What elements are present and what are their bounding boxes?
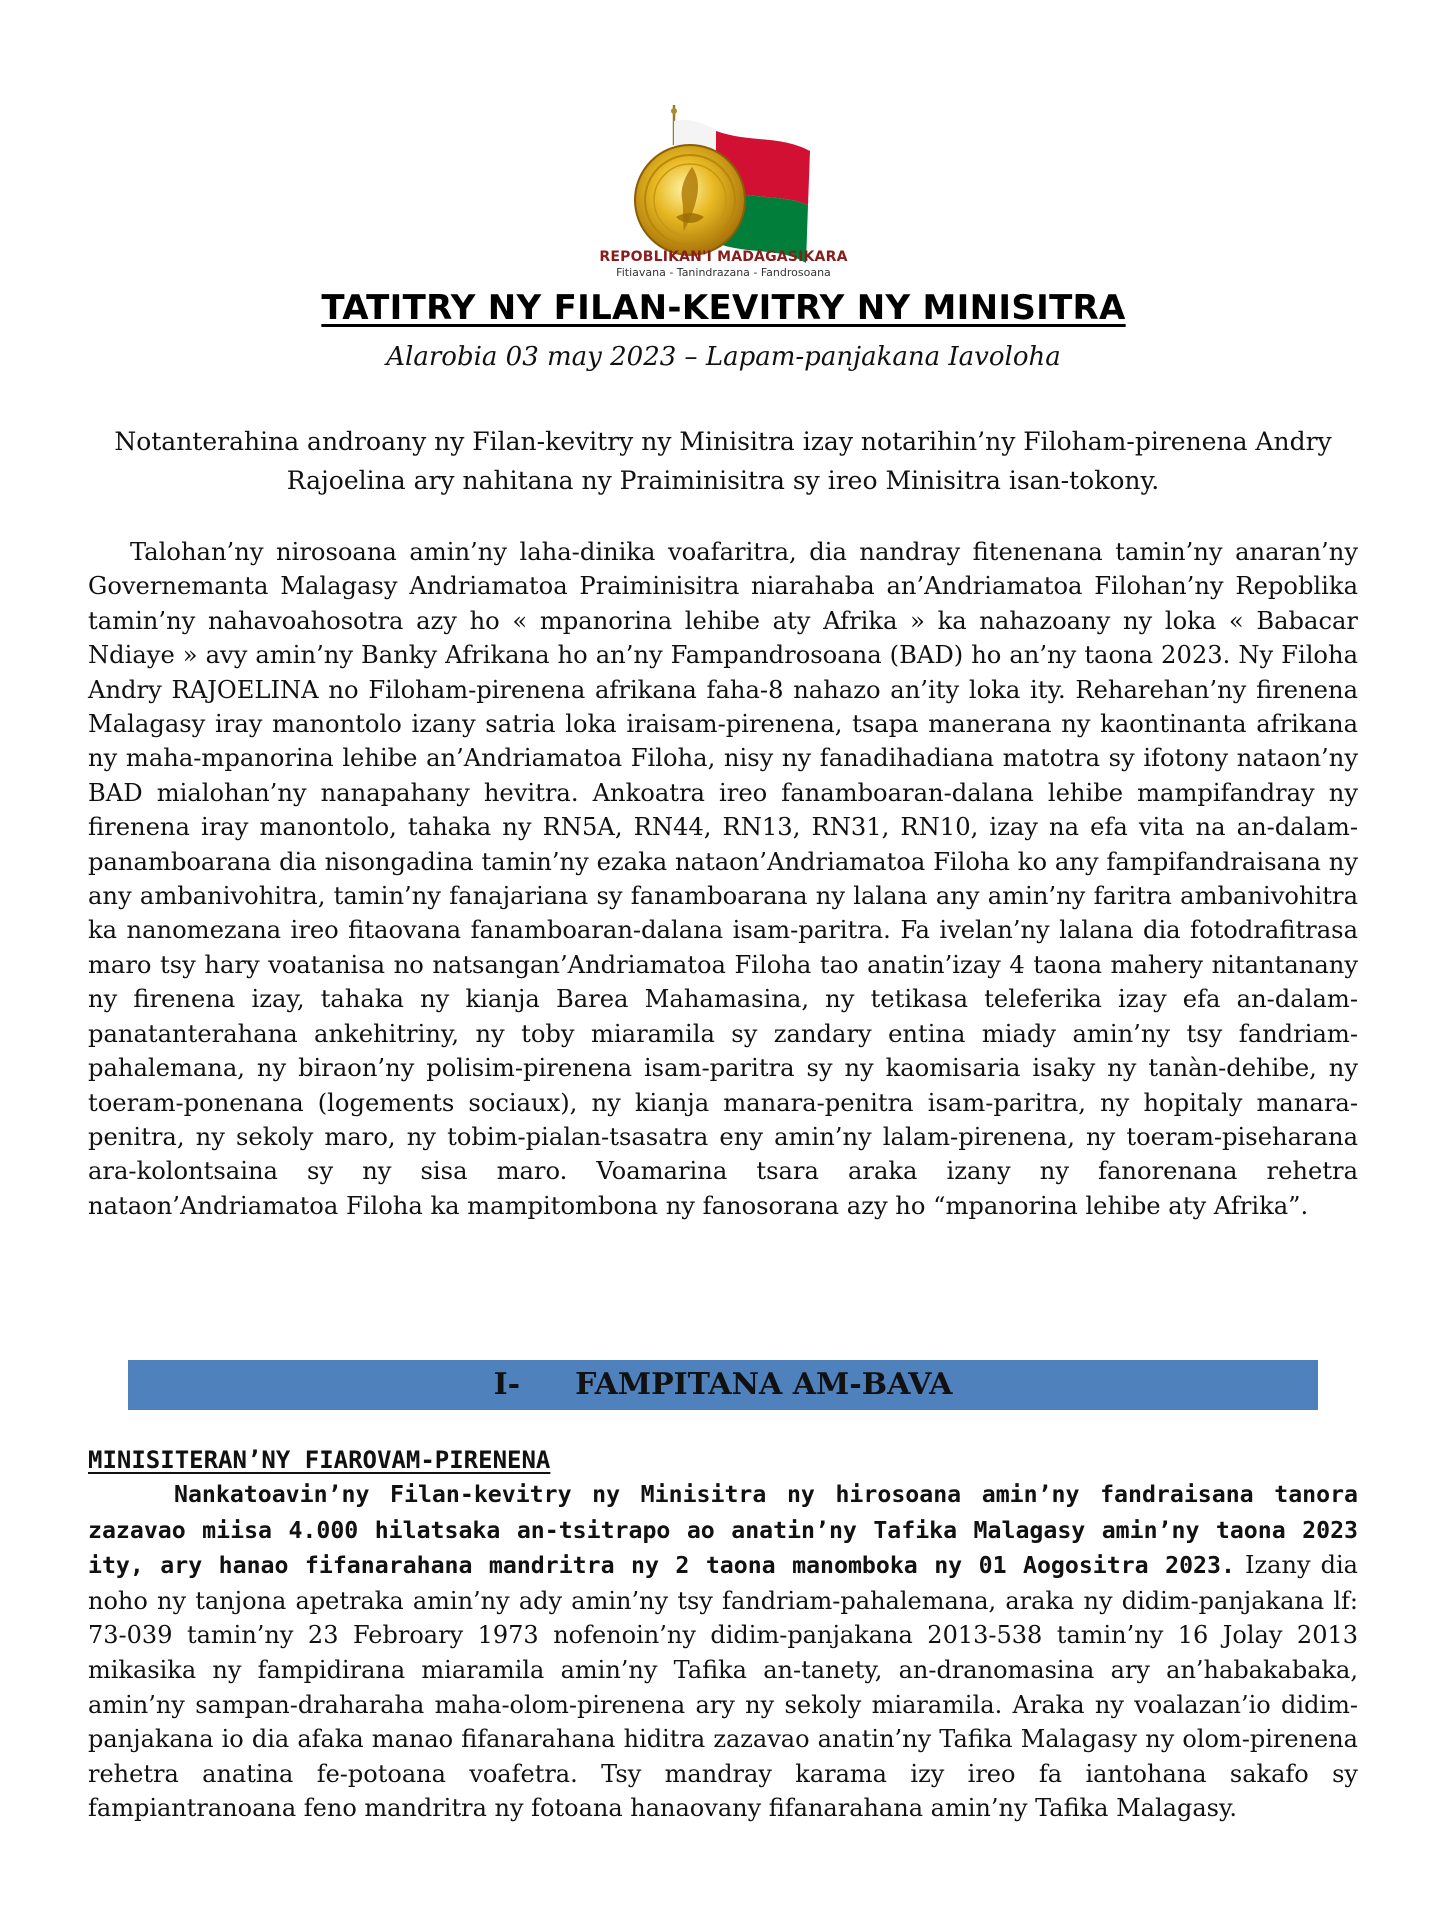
section-heading-bar <box>128 1360 1318 1410</box>
body-paragraph-2 <box>88 1477 1358 1826</box>
republic-motto: Fitiavana - Tanindrazana - Fandrosoana <box>616 266 831 279</box>
paragraph-1-text: Talohan’ny nirosoana amin’ny laha-dinika voafaritra, dia nandray fitenenana tamin’ny anaran’ny Governemanta Malagasy Andriamatoa Praiminisitra niarahaba an’Andriamatoa Filohan’ny Repoblika tamin’ny nahavoahosotra azy ho « mpanorina lehibe aty Afrika » ka nahazoany ny loka « Babacar Ndiaye » avy amin’ny Banky Afrikana ho an’ny Fampandrosoana (BAD) ho an’ny taona 2023. Ny Filoha Andry RAJOELINA no Filoham-pirenena afrikana faha-8 nahazo an’ity loka ity. Reharehan’ny firenena Malagasy iray manontolo izany satria loka iraisam-pirenena, tsapa manerana ny kaontinanta afrikana ny maha-mpanorina lehibe an’Andriamatoa Filoha, nisy ny fanadihadiana matotra sy ifotony nataon’ny BAD mialohan’ny nanapahany hevitra. Ankoatra ireo fanamboaran-dalana lehibe mampifandray ny firenena iray manontolo, tahaka ny RN5A, RN44, RN13, RN31, RN10, izay na efa vita na an-dalam-panamboarana dia nisongadina tamin’ny ezaka nataon’Andriamatoa Filoha ko any fampifandraisana ny any ambanivohitra, tamin’ny fanajariana sy fanamboarana ny lalana any amin’ny faritra ambanivohitra ka nanomezana ireo fitaovana fanamboaran-dalana isam-paritra. Fa ivelan’ny lalana dia fotodrafitrasa maro tsy hary voatanisa no natsangan’Andriamatoa Filoha tao anatin’izay 4 taona mahery nitantanany ny firenena izay, tahaka ny kianja Barea Mahamasina, ny tetikasa teleferika izay efa an-dalam-panatanterahana ankehitriny, ny toby miaramila sy zandary entina miady amin’ny tsy fandriam-pahalemana, ny biraon’ny polisim-pirenena isam-paritra sy ny kaomisaria isaky ny tanàn-dehibe, ny toeram-ponenana (logements sociaux), ny kianja manara-penitra isam-paritra, ny hopitaly manara-penitra, ny sekoly maro, ny tobim-pialan-tsasatra eny amin’ny lalam-pirenena, ny toeram-piseharana ara-kolontsaina sy ny sisa maro. Voamarina tsara araka izany ny fanorenana rehetra nataon’Andriamatoa Filoha ka mampitombona ny fanosorana azy ho “mpanorina lehibe aty Afrika”. <box>88 538 1358 1220</box>
section-title: FAMPITANA AM-BAVA <box>575 1367 953 1402</box>
ministry-heading: MINISITERAN’NY FIAROVAM-PIRENENA <box>88 1446 551 1474</box>
page-title: TATITRY NY FILAN-KEVITRY NY MINISITRA <box>321 288 1126 328</box>
intro-paragraph: Notanterahina androany ny Filan-kevitry ny Minisitra izay notarihin’ny Filoham-pirenena Andry Rajoelina ary nahitana ny Praiminisitra sy ireo Minisitra isan-tokony. <box>114 427 1332 495</box>
republic-name: REPOBLIKAN'I MADAGASIKARA <box>599 249 848 265</box>
body-paragraph-1 <box>88 535 1358 1223</box>
paragraph-2-bold-text: Nankatoavin’ny Filan-kevitry ny Minisitra ny hirosoana amin’ny fandraisana tanora zazavao miisa 4.000 hilatsaka an-tsitrapo ao anatin’ny Tafika Malagasy amin’ny taona 2023 ity, ary hanao fifanarahana mandritra ny 2 taona manomboka ny 01 Aogositra 2023. <box>88 1481 1358 1580</box>
date-line: Alarobia 03 may 2023 – Lapam-panjakana Iavoloha <box>386 342 1061 372</box>
paragraph-2-text: Izany dia noho ny tanjona apetraka amin’ny ady amin’ny tsy fandriam-pahalemana, araka ny didim-panjakana lf: 73-039 tamin’ny 23 Febroary 1973 nofenoin’ny didim-panjakana 2013-538 tamin’ny 16 Jolay 2013 mikasika ny fampidirana miaramila amin’ny Tafika an-tanety, an-dranomasina ary an’habakabaka, amin’ny sampan-draharaha maha-olom-pirenena ary ny sekoly miaramila. Araka ny voalazan’io didim-panjakana io dia afaka manao fifanarahana hiditra zazavao anatin’ny Tafika Malagasy ny olom-pirenena rehetra anatina fe-potoana voafetra. Tsy mandray karama izy ireo fa iantohana sakafo sy fampiantranoana feno mandritra ny fotoana hanaovany fifanarahana amin’ny Tafika Malagasy. <box>88 1551 1358 1823</box>
section-number: I- <box>493 1367 521 1402</box>
